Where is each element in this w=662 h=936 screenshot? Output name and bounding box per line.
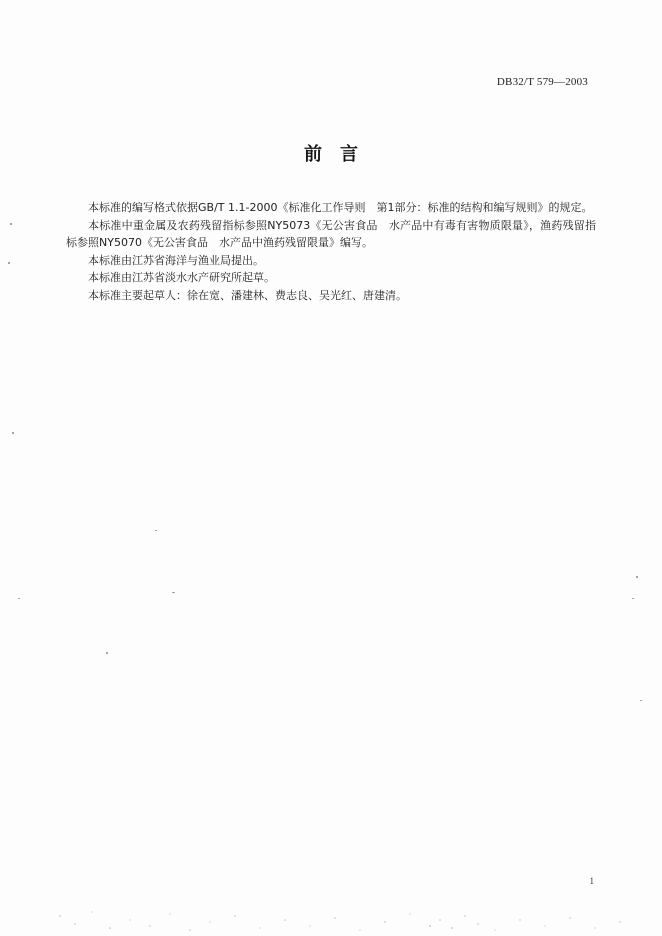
scan-speck xyxy=(8,262,10,264)
scan-speck xyxy=(18,598,20,599)
scan-speck xyxy=(10,223,12,225)
scan-speck xyxy=(640,700,642,701)
paragraph-format-basis: 本标准的编写格式依据GB/T 1.1-2000《标准化工作导则 第1部分：标准的结构和编写规则》的规定。 xyxy=(88,201,593,214)
scan-speck xyxy=(12,432,14,434)
paragraph-drafters: 本标准主要起草人：徐在宽、潘建林、费志良、吴光红、唐建清。 xyxy=(88,288,407,302)
scan-speck xyxy=(106,652,108,654)
scan-noise xyxy=(0,876,662,936)
paragraph-drafted-by: 本标准由江苏省淡水水产研究所起草。 xyxy=(88,271,275,285)
scan-speck xyxy=(172,592,175,593)
page-title: 前言 xyxy=(304,144,376,165)
document-code: DB32/T 579—2003 xyxy=(496,76,588,88)
scan-speck xyxy=(632,598,634,599)
foreword-body xyxy=(66,199,596,305)
paragraph-proposed-by: 本标准由江苏省海洋与渔业局提出。 xyxy=(88,253,264,267)
scan-speck xyxy=(636,576,638,578)
page-number: 1 xyxy=(589,876,594,886)
paragraph-indicator-references: 本标准中重金属及农药残留指标参照NY5073《无公害食品 水产品中有毒有害物质限量》，渔药残留指标参照NY5070《无公害食品 水产品中渔药残留限量》编写。 xyxy=(66,218,596,250)
scan-speck xyxy=(155,530,157,531)
